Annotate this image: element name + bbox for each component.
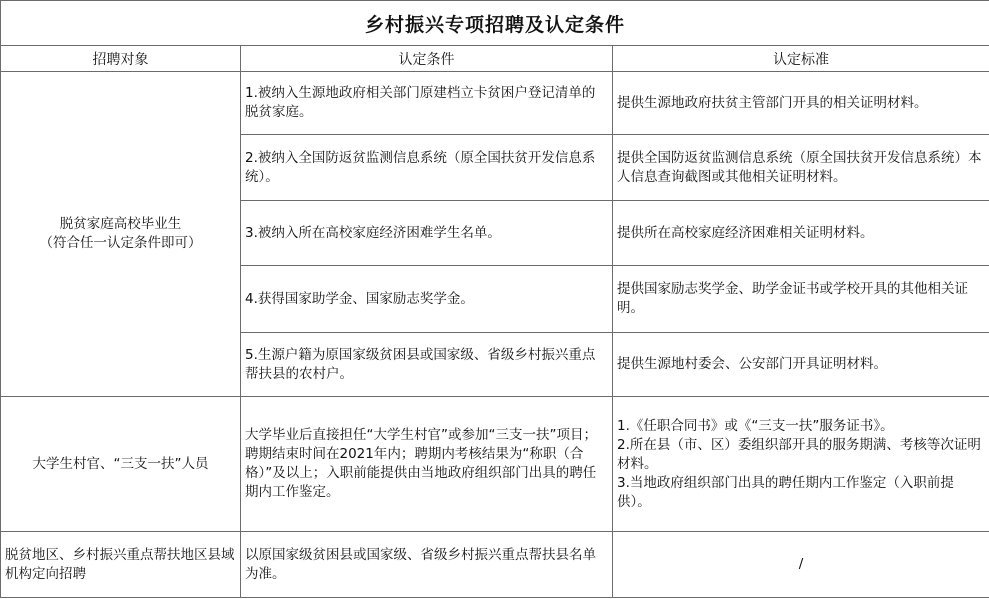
condition-cell: 以原国家级贫困县或国家级、省级乡村振兴重点帮扶县名单为准。: [241, 532, 613, 598]
standard-cell: /: [613, 532, 989, 598]
header-target: 招聘对象: [1, 46, 241, 72]
target-graduates-note: （符合任一认定条件即可）: [39, 235, 202, 251]
standard-line: 2.所在县（市、区）委组织部开具的服务期满、考核等次证明材料。: [617, 436, 981, 472]
table-row: [1, 532, 989, 598]
header-standard: 认定标准: [613, 46, 989, 72]
standard-cell: [613, 397, 989, 532]
standard-line: 1.《任职合同书》或《“三支一扶”服务证书》。: [617, 417, 894, 434]
condition-cell: 2.被纳入全国防返贫监测信息系统（原全国扶贫开发信息系统）。: [241, 135, 613, 201]
table-header-row: [1, 46, 989, 72]
target-graduates: [1, 72, 241, 397]
condition-cell: 大学毕业后直接担任“大学生村官”或参加“三支一扶”项目；聘期结束时间在2021年内；聘期内考核结果为“称职（合格）”及以上；入职前能提供由当地政府组织部门出具的聘任期内工作鉴定。: [241, 397, 613, 532]
table-row: [1, 397, 989, 532]
target-village-officials: 大学生村官、“三支一扶”人员: [1, 397, 241, 532]
standard-cell: 提供国家励志奖学金、助学金证书或学校开具的其他相关证明。: [613, 266, 989, 333]
standard-cell: 提供所在高校家庭经济困难相关证明材料。: [613, 201, 989, 266]
condition-cell: 5.生源户籍为原国家级贫困县或国家级、省级乡村振兴重点帮扶县的农村户。: [241, 333, 613, 397]
condition-cell: 3.被纳入所在高校家庭经济困难学生名单。: [241, 201, 613, 266]
table-row: [1, 72, 989, 135]
target-graduates-name: 脱贫家庭高校毕业生: [59, 216, 182, 232]
target-targeted-recruitment: 脱贫地区、乡村振兴重点帮扶地区县域机构定向招聘: [1, 532, 241, 598]
standard-cell: 提供生源地政府扶贫主管部门开具的相关证明材料。: [613, 72, 989, 135]
standard-line: 3.当地政府组织部门出具的聘任期内工作鉴定（入职前提供）。: [617, 474, 954, 510]
page-title: 乡村振兴专项招聘及认定条件: [1, 1, 989, 46]
condition-cell: 1.被纳入生源地政府相关部门原建档立卡贫困户登记清单的脱贫家庭。: [241, 72, 613, 135]
standard-cell: 提供全国防返贫监测信息系统（原全国扶贫开发信息系统）本人信息查询截图或其他相关证明材料。: [613, 135, 989, 201]
header-condition: 认定条件: [241, 46, 613, 72]
condition-cell: 4.获得国家助学金、国家励志奖学金。: [241, 266, 613, 333]
standard-cell: 提供生源地村委会、公安部门开具证明材料。: [613, 333, 989, 397]
